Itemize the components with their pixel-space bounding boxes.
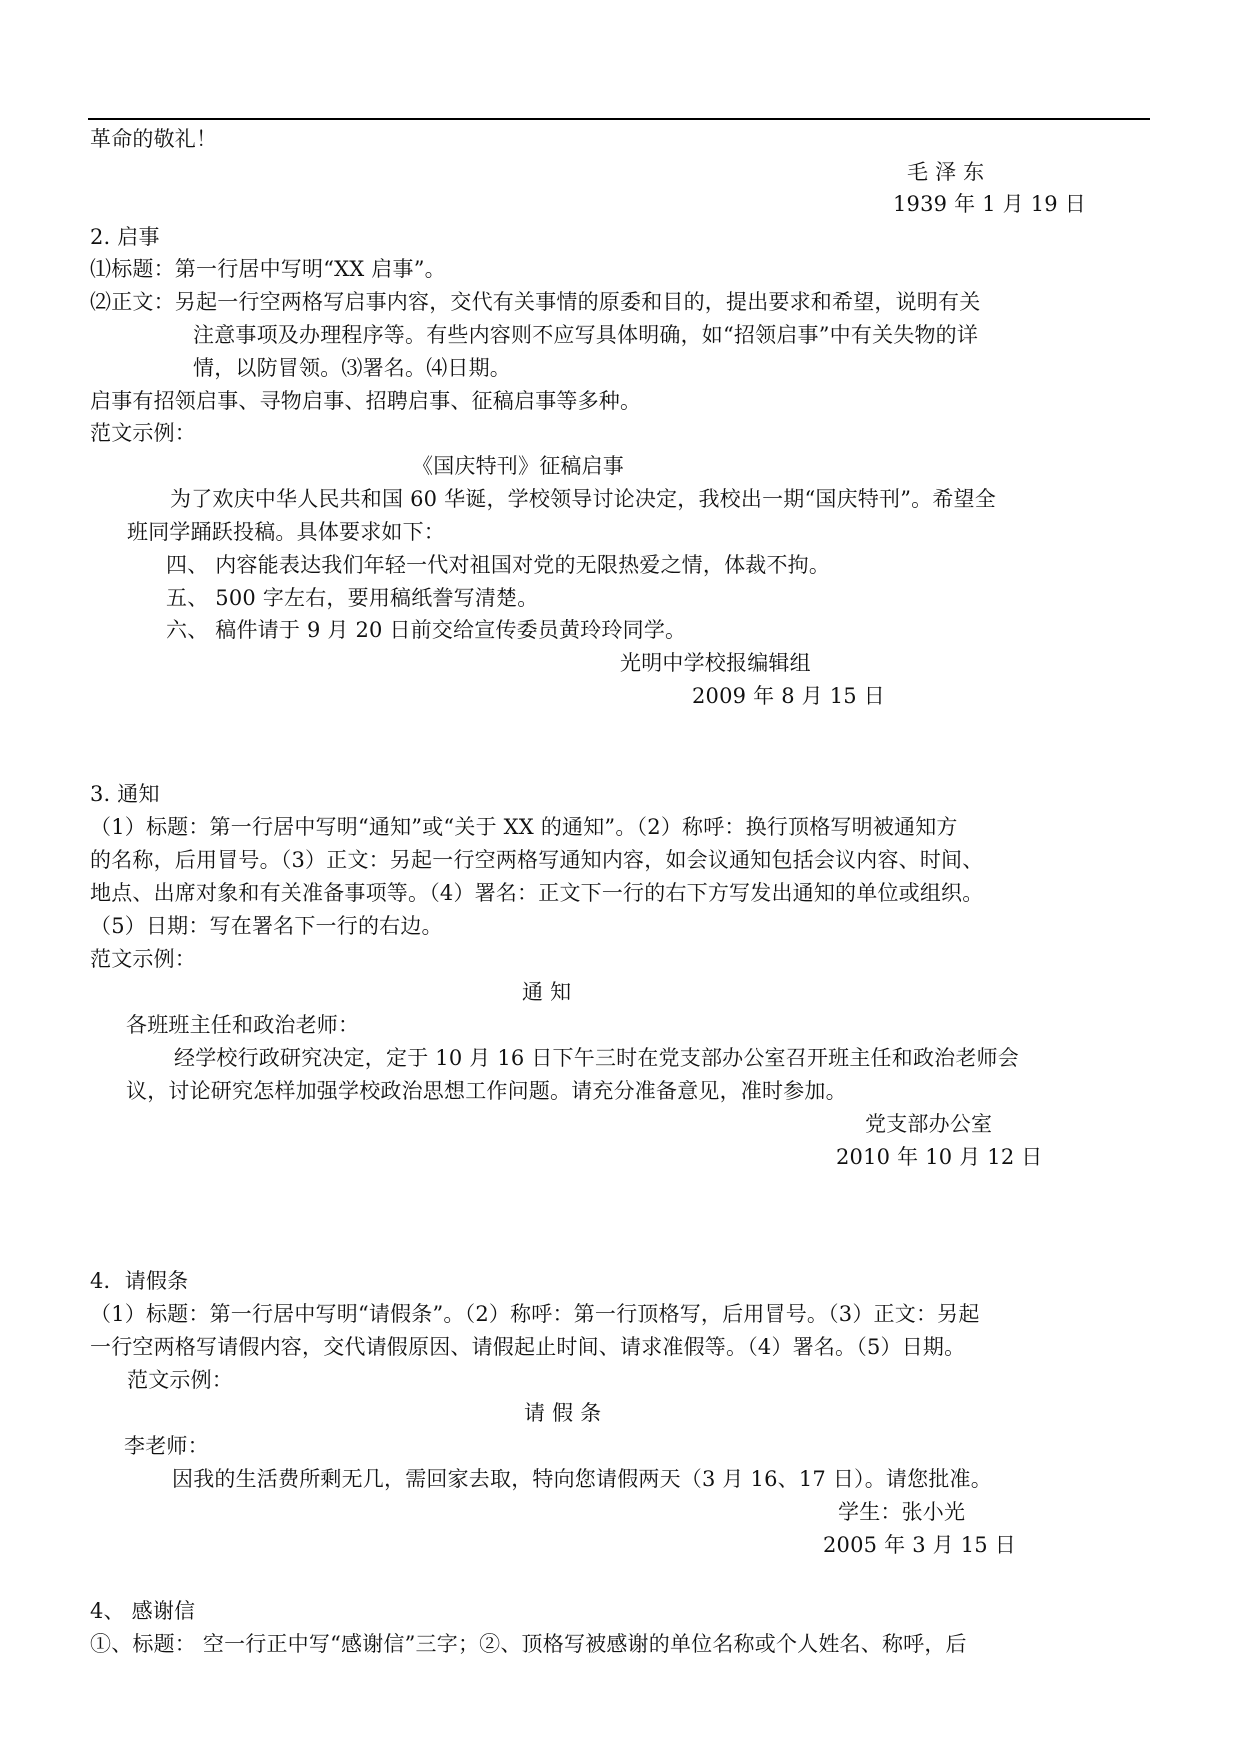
qingjiatiao-example-salutation: 李老师： [124,1434,209,1458]
qishi-line: 启事有招领启事、寻物启事、招聘启事、征稿启事等多种。 [90,389,642,413]
qishi-line: 范文示例： [90,421,196,445]
letter-closing: 革命的敬礼！ [90,127,218,151]
qishi-line: ⑵正文：另起一行空两格写启事内容，交代有关事情的原委和目的，提出要求和希望，说明有关 [90,290,981,314]
qishi-example-body: 四、 内容能表达我们年轻一代对祖国对党的无限热爱之情，体裁不拘。 [166,553,831,577]
letter-date: 1939 年 1 月 19 日 [893,192,1086,216]
qingjiatiao-example-date: 2005 年 3 月 15 日 [823,1533,1016,1557]
section-heading-qishi: 2. 启事 [90,225,160,249]
qingjiatiao-line: 一行空两格写请假内容，交代请假原因、请假起止时间、请求准假等。（4）署名。（5）日期。 [90,1335,966,1359]
tongzhi-example-body: 经学校行政研究决定，定于 10 月 16 日下午三时在党支部办公室召开班主任和政治老师会 [174,1046,1019,1070]
tongzhi-line: 的名称，后用冒号。（3）正文：另起一行空两格写通知内容，如会议通知包括会议内容、时间、 [90,848,984,872]
tongzhi-line: （5）日期：写在署名下一行的右边。 [90,914,443,938]
qishi-line: 情，以防冒领。⑶署名。⑷日期。 [193,356,511,380]
qingjiatiao-line: （1）标题：第一行居中写明“请假条”。（2）称呼：第一行顶格写，后用冒号。（3）正文：另起 [90,1302,980,1326]
tongzhi-example-title: 通 知 [522,980,572,1004]
qingjiatiao-example-body: 因我的生活费所剩无几，需回家去取，特向您请假两天（3 月 16、17 日）。请您批准。 [172,1467,992,1491]
section-heading-ganxiexin: 4、 感谢信 [90,1599,196,1623]
tongzhi-line: （1）标题：第一行居中写明“通知”或“关于 XX 的通知”。（2）称呼：换行顶格写明被通知方 [90,815,958,839]
ganxiexin-line: ①、标题： 空一行正中写“感谢信”三字；②、顶格写被感谢的单位名称或个人姓名、称呼，后 [90,1632,967,1656]
qishi-example-title: 《国庆特刊》征稿启事 [412,454,624,478]
tongzhi-example-signer: 党支部办公室 [865,1112,993,1136]
qishi-example-body: 班同学踊跃投稿。具体要求如下： [127,520,445,544]
qishi-example-body: 六、 稿件请于 9 月 20 日前交给宣传委员黄玲玲同学。 [166,618,687,642]
header-rule [88,118,1150,120]
tongzhi-example-body: 议，讨论研究怎样加强学校政治思想工作问题。请充分准备意见，准时参加。 [126,1079,847,1103]
letter-signer: 毛 泽 东 [907,160,985,184]
qingjiatiao-line: 范文示例： [127,1368,233,1392]
tongzhi-line: 范文示例： [90,947,196,971]
section-heading-qingjiatiao: 4．请假条 [90,1269,189,1293]
qishi-example-signer: 光明中学校报编辑组 [620,651,811,675]
section-heading-tongzhi: 3. 通知 [90,782,160,806]
tongzhi-example-date: 2010 年 10 月 12 日 [836,1145,1043,1169]
qingjiatiao-example-signer: 学生：张小光 [838,1500,966,1524]
qishi-example-body: 五、 500 字左右，要用稿纸誊写清楚。 [166,586,539,610]
qishi-example-date: 2009 年 8 月 15 日 [692,684,885,708]
qishi-line: 注意事项及办理程序等。有些内容则不应写具体明确，如“招领启事”中有关失物的详 [193,323,979,347]
tongzhi-line: 地点、出席对象和有关准备事项等。（4）署名：正文下一行的右下方写发出通知的单位或组织。 [90,881,984,905]
qishi-example-body: 为了欢庆中华人民共和国 60 华诞，学校领导讨论决定，我校出一期“国庆特刊”。希望全 [170,487,996,511]
qingjiatiao-example-title: 请 假 条 [524,1401,602,1425]
qishi-line: ⑴标题：第一行居中写明“XX 启事”。 [90,257,446,281]
tongzhi-example-salutation: 各班班主任和政治老师： [126,1013,360,1037]
